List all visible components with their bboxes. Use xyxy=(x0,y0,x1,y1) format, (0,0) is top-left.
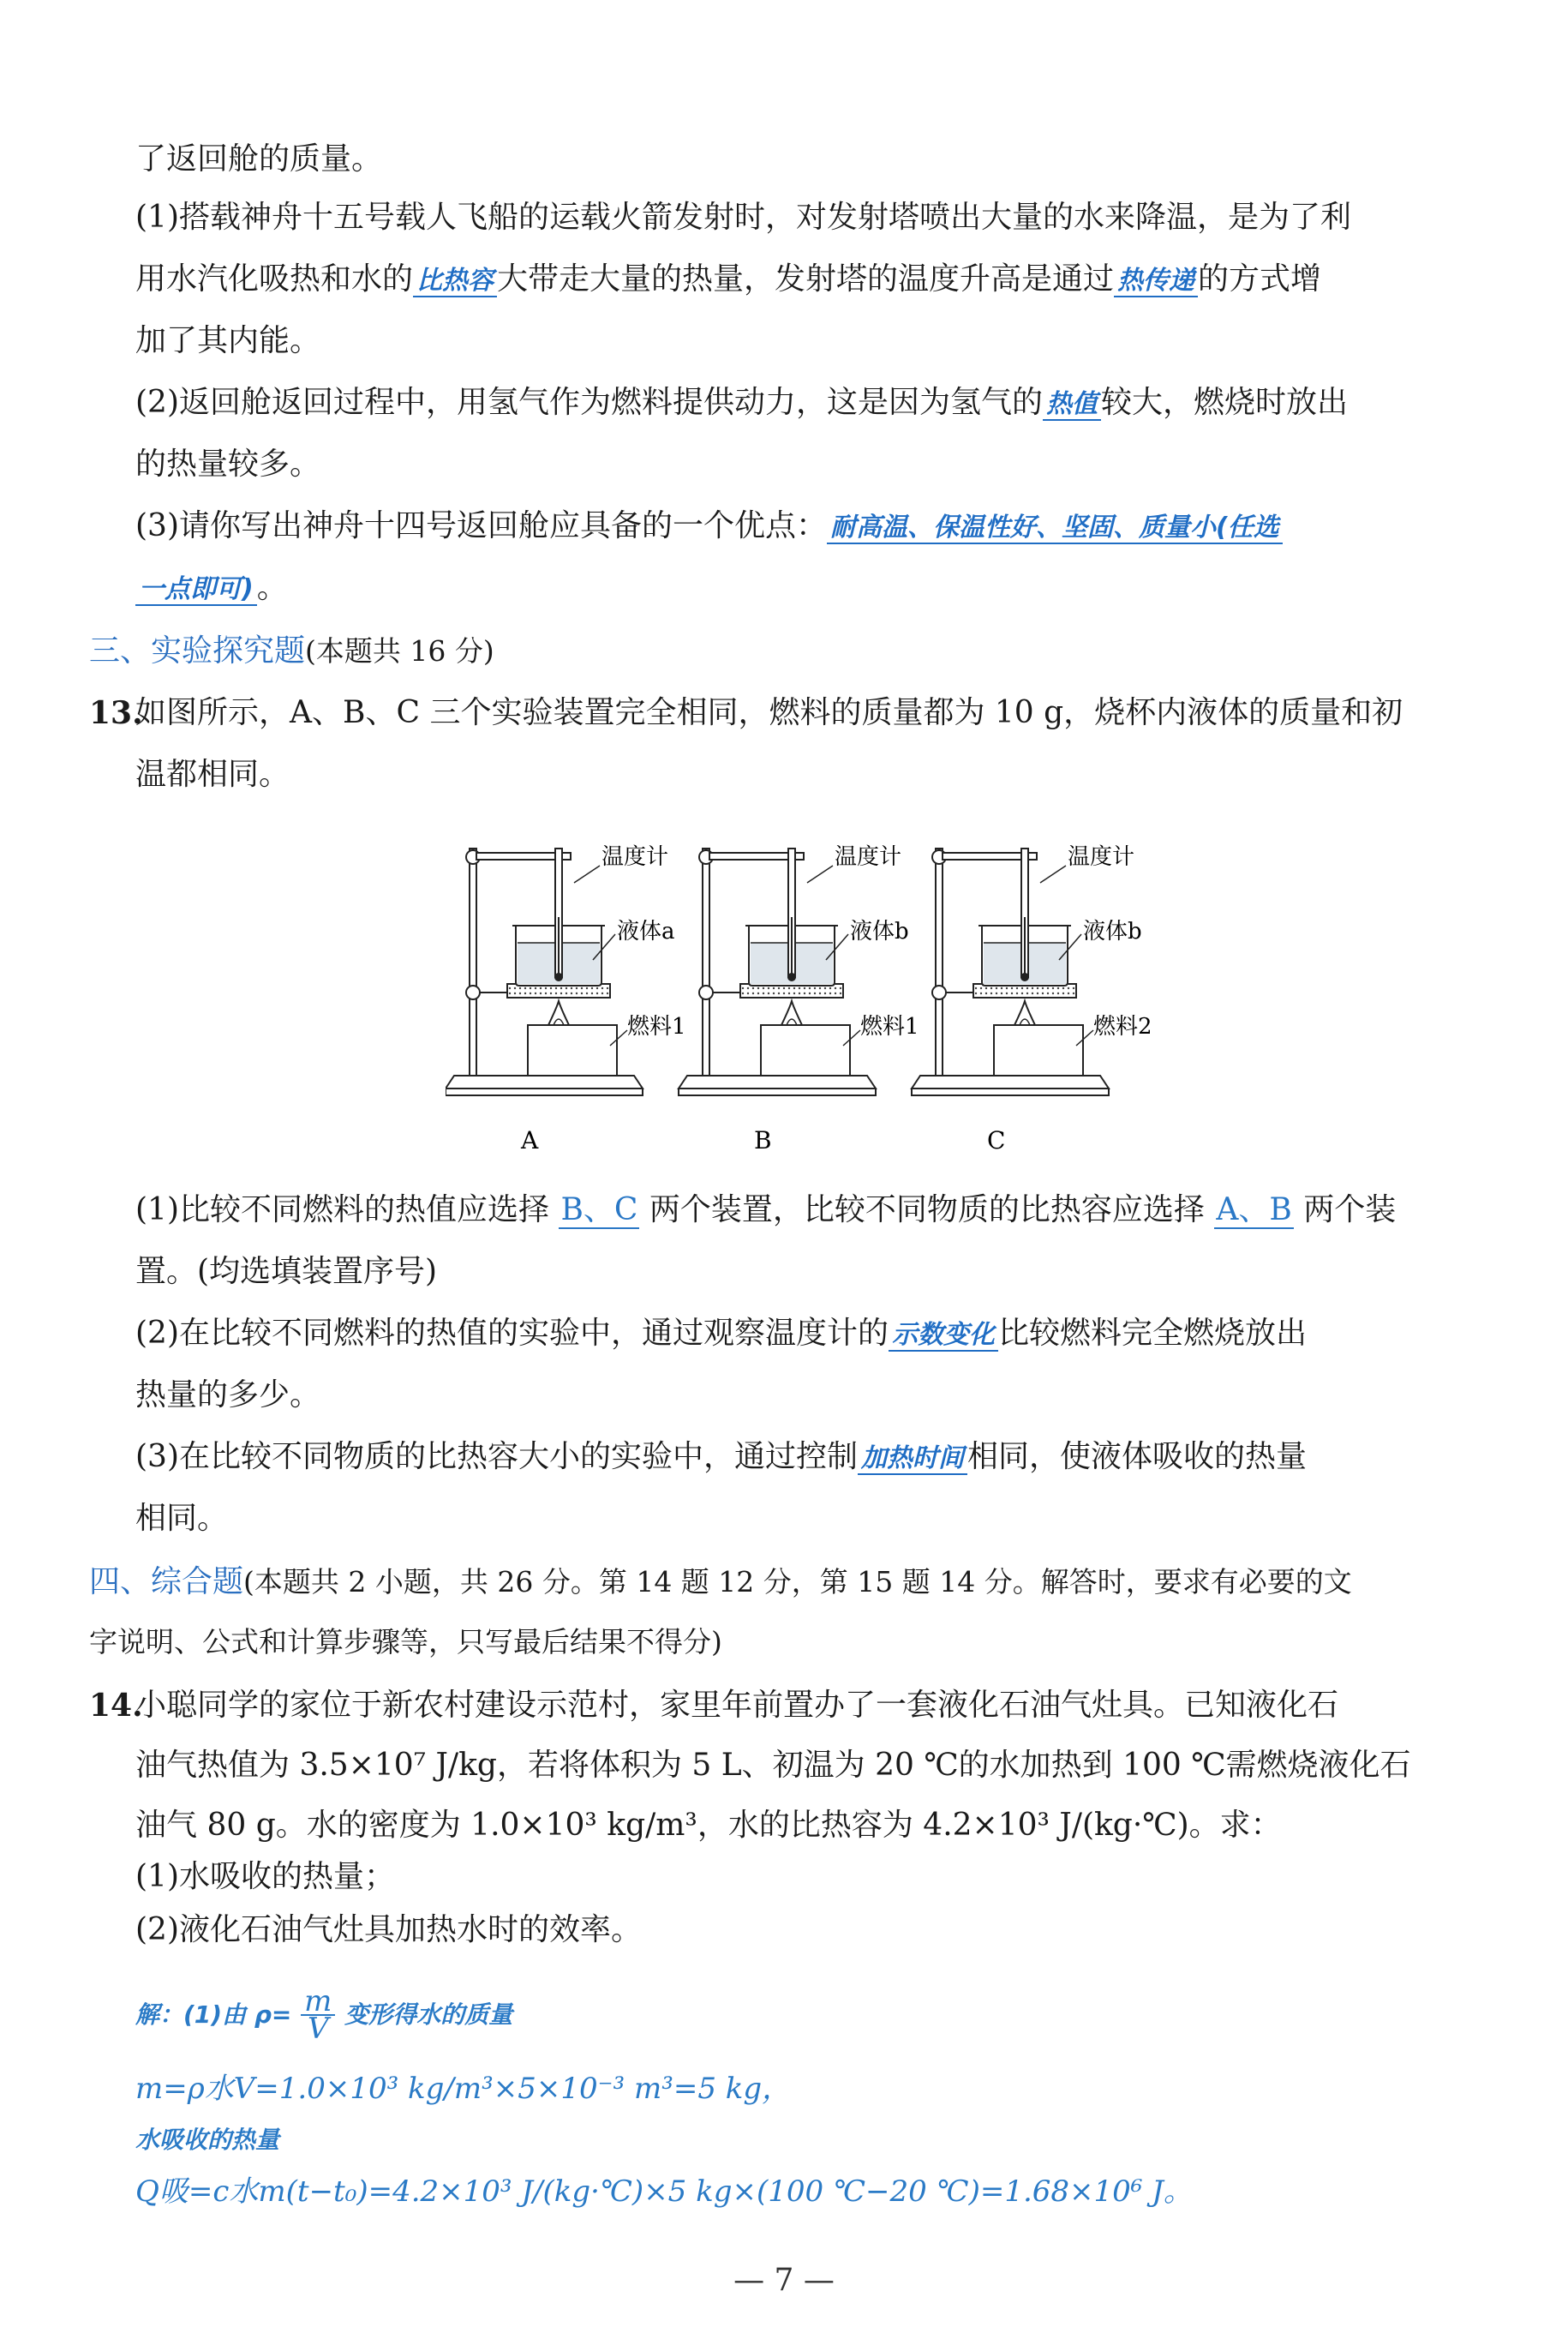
text: (3)请你写出神舟十四号返回舱应具备的一个优点： xyxy=(135,508,827,543)
text: 相同，使液体吸收的热量 xyxy=(967,1439,1308,1474)
liquid-label: 液体b xyxy=(1083,919,1142,945)
fuel-label: 燃料2 xyxy=(1093,1014,1152,1040)
q12-part1-line2 xyxy=(135,257,1321,303)
section-title: 三、实验探究题 xyxy=(89,633,306,669)
section-note-line2 xyxy=(89,1620,722,1664)
q13-part2-line2: 热量的多少。 xyxy=(135,1377,321,1412)
fraction xyxy=(301,1984,335,2046)
answer-blank: 热值 xyxy=(1043,389,1101,421)
section-note: (本题共 16 分) xyxy=(305,634,494,668)
q14-ask1: (1)水吸收的热量； xyxy=(135,1859,395,1894)
caption: A xyxy=(521,1126,539,1155)
q14-stem-line2: 油气热值为 3.5×10⁷ J/kg，若将体积为 5 L、初温为 20 ℃的水加热到 100 ℃需燃烧液化石 xyxy=(135,1748,1411,1783)
q12-part1-line1: (1)搭载神舟十五号载人飞船的运载火箭发射时，对发射塔喷出大量的水来降温，是为了利 xyxy=(135,200,1351,235)
question-number: 14. xyxy=(89,1688,143,1724)
text: 。 xyxy=(256,570,288,605)
text: 的方式增 xyxy=(1198,261,1322,297)
q12-part3-line2 xyxy=(135,566,288,612)
solution-line1 xyxy=(135,1984,513,2046)
text: 大带走大量的热量，发射塔的温度升高是通过 xyxy=(497,261,1115,297)
question-number: 13. xyxy=(89,695,143,731)
thermometer-label: 温度计 xyxy=(1068,844,1135,870)
text: (2)在比较不同燃料的热值的实验中，通过观察温度计的 xyxy=(135,1316,889,1351)
solution-line2: m=ρ水V=1.0×10³ kg/m³×5×10⁻³ m³=5 kg， xyxy=(135,2072,792,2106)
text: 比较燃料完全燃烧放出 xyxy=(998,1316,1308,1351)
solution-line3: 水吸收的热量 xyxy=(135,2126,280,2154)
q12-part3-line1 xyxy=(135,504,1283,550)
apparatus-a xyxy=(446,844,686,1155)
page-number: — 7 — xyxy=(733,2263,835,2298)
answer-blank: 耐高温、保温性好、坚固、质量小(任选 xyxy=(827,513,1283,544)
section-title: 四、综合题 xyxy=(89,1564,244,1599)
text: 较大，燃烧时放出 xyxy=(1101,385,1349,420)
q13-part1-line1 xyxy=(135,1188,1396,1232)
solution-text: 解：(1)由 ρ= xyxy=(135,2000,292,2029)
fraction-numerator: m xyxy=(301,1988,335,2016)
answer-blank: 热传递 xyxy=(1114,266,1198,297)
caption: C xyxy=(987,1126,1006,1155)
q13-part1-line2: 置。(均选填装置序号) xyxy=(135,1254,438,1289)
section-heading xyxy=(89,1560,1352,1604)
section-note: (本题共 2 小题，共 26 分。第 14 题 12 分，第 15 题 14 分。解答时，要求有必要的文 xyxy=(243,1565,1352,1598)
thermometer-label: 温度计 xyxy=(601,844,669,870)
fuel-label: 燃料1 xyxy=(860,1014,919,1040)
answer-blank: B、C xyxy=(560,1192,638,1227)
section-note: 字说明、公式和计算步骤等，只写最后结果不得分) xyxy=(89,1625,722,1658)
answer-blank: 示数变化 xyxy=(889,1320,998,1352)
q14-ask2: (2)液化石油气灶具加热水时的效率。 xyxy=(135,1912,642,1947)
solution-text: 变形得水的质量 xyxy=(344,2000,513,2029)
q13-part2-line1 xyxy=(135,1311,1307,1358)
text: 两个装 xyxy=(1293,1192,1397,1227)
solution-line4: Q吸=c水m(t−t₀)=4.2×10³ J/(kg·℃)×5 kg×(100 ℃−20 ℃)=1.68×10⁶ J。 xyxy=(135,2174,1193,2209)
apparatus-c xyxy=(912,844,1152,1155)
caption: B xyxy=(754,1126,772,1155)
apparatus-b xyxy=(679,844,919,1155)
answer-blank: 一点即可) xyxy=(135,574,257,606)
liquid-label: 液体b xyxy=(850,919,909,945)
thermometer-label: 温度计 xyxy=(835,844,902,870)
liquid-label: 液体a xyxy=(617,919,675,945)
text: (3)在比较不同物质的比热容大小的实验中，通过控制 xyxy=(135,1439,858,1474)
text-line: 了返回舱的质量。 xyxy=(135,141,383,177)
fraction-denominator: V xyxy=(308,2012,329,2046)
q14-stem-line1: 小聪同学的家位于新农村建设示范村，家里年前置办了一套液化石油气灶具。已知液化石 xyxy=(135,1688,1339,1723)
text: (1)比较不同燃料的热值应选择 xyxy=(135,1192,560,1227)
section-heading xyxy=(89,629,494,674)
q12-part2-line1 xyxy=(135,381,1348,427)
q13-stem-line2: 温都相同。 xyxy=(135,757,290,792)
experiment-figure xyxy=(446,831,1182,1166)
q14-stem-line3: 油气 80 g。水的密度为 1.0×10³ kg/m³，水的比热容为 4.2×10³ J/(kg·℃)。求： xyxy=(135,1808,1282,1843)
q13-part3-line2: 相同。 xyxy=(135,1501,229,1536)
q12-part1-line3: 加了其内能。 xyxy=(135,323,321,358)
text: 两个装置，比较不同物质的比热容应选择 xyxy=(639,1192,1215,1227)
q13-part3-line1 xyxy=(135,1435,1307,1481)
q13-stem-line1: 如图所示，A、B、C 三个实验装置完全相同，燃料的质量都为 10 g，烧杯内液体的质量和初 xyxy=(135,695,1403,730)
answer-blank: 比热容 xyxy=(413,266,497,297)
answer-blank: A、B xyxy=(1216,1192,1292,1227)
text: (2)返回舱返回过程中，用氢气作为燃料提供动力，这是因为氢气的 xyxy=(135,385,1043,420)
answer-blank: 加热时间 xyxy=(858,1443,967,1475)
q12-part2-line2: 的热量较多。 xyxy=(135,447,321,482)
fuel-label: 燃料1 xyxy=(627,1014,686,1040)
text: 用水汽化吸热和水的 xyxy=(135,261,414,297)
